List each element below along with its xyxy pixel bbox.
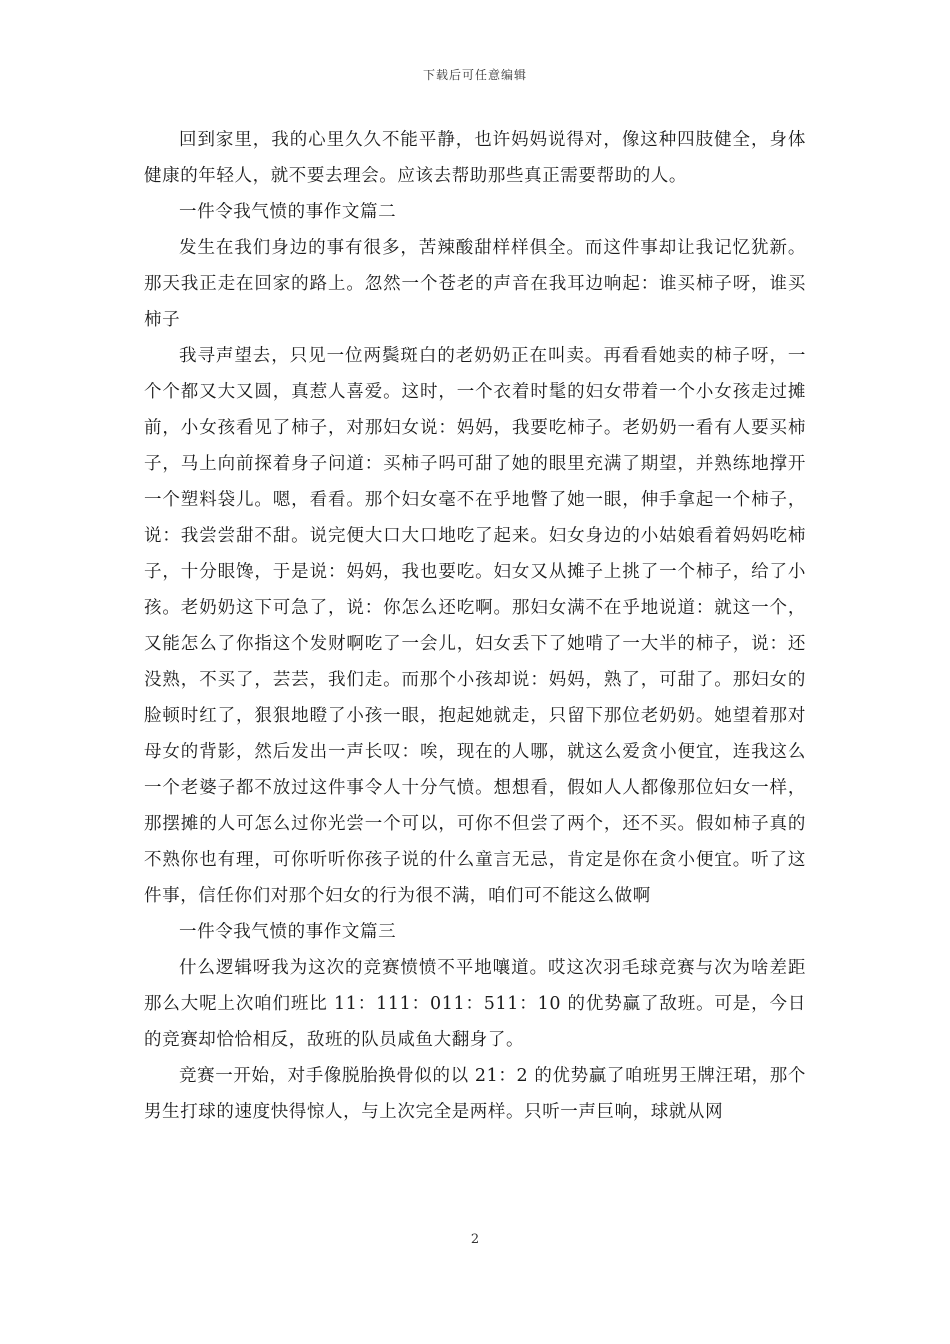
- page-number: 2: [470, 1232, 480, 1247]
- paragraph: 我寻声望去，只见一位两鬓斑白的老奶奶正在叫卖。再看看她卖的柿子呀，一个个都又大又圆，真惹人喜爱。这时，一个衣着时髦的妇女带着一个小女孩走过摊前，小女孩看见了柿子，对那妇女说：妈妈，我要吃柿子。老奶奶一看有人要买柿子，马上向前探着身子问道：买柿子吗可甜了她的眼里充满了期望，并熟练地撑开一个塑料袋儿。嗯，看看。那个妇女毫不在乎地瞥了她一眼，伸手拿起一个柿子，说：我尝尝甜不甜。说完便大口大口地吃了起来。妇女身边的小姑娘看着妈妈吃柿子，十分眼馋，于是说：妈妈，我也要吃。妇女又从摊子上挑了一个柿子，给了小孩。老奶奶这下可急了，说：你怎么还吃啊。那妇女满不在乎地说道：就这一个，又能怎么了你指这个发财啊吃了一会儿，妇女丢下了她啃了一大半的柿子，说：还没熟，不买了，芸芸，我们走。而那个小孩却说：妈妈，熟了，可甜了。那妇女的脸顿时红了，狠狠地瞪了小孩一眼，抱起她就走，只留下那位老奶奶。她望着那对母女的背影，然后发出一声长叹：唉，现在的人哪，就这么爱贪小便宜，连我这么一个老婆子都不放过这件事令人十分气愤。想想看，假如人人都像那位妇女一样，那摆摊的人可怎么过你光尝一个可以，可你不但尝了两个，还不买。假如柿子真的不熟你也有理，可你听听你孩子说的什么童言无忌，肯定是你在贪小便宜。听了这件事，信任你们对那个妇女的行为很不满，咱们可不能这么做啊: [144, 346, 806, 906]
- paragraph: 发生在我们身边的事有很多，苦辣酸甜样样俱全。而这件事却让我记忆犹新。那天我正走在回家的路上。忽然一个苍老的声音在我耳边响起：谁买柿子呀，谁买柿子: [144, 238, 806, 330]
- paragraph: 什么逻辑呀我为这次的竞赛愤愤不平地嚷道。哎这次羽毛球竞赛与次为啥差距那么大呢上次咱们班比 11：111：011：511：10 的优势赢了敌班。可是，今日的竞赛却恰恰相反，敌班的队员咸鱼大翻身了。: [144, 958, 806, 1050]
- section-title: 一件令我气愤的事作文篇三: [179, 922, 397, 942]
- paragraph: 竞赛一开始，对手像脱胎换骨似的以 21：2 的优势赢了咱班男王牌汪珺，那个男生打球的速度快得惊人，与上次完全是两样。只听一声巨响，球就从网: [144, 1066, 806, 1122]
- paragraph: 回到家里，我的心里久久不能平静，也许妈妈说得对，像这种四肢健全，身体健康的年轻人，就不要去理会。应该去帮助那些真正需要帮助的人。: [144, 130, 806, 186]
- page-header: 下载后可任意编辑: [422, 68, 527, 82]
- section-title: 一件令我气愤的事作文篇二: [179, 202, 397, 222]
- document-body: [144, 122, 806, 1130]
